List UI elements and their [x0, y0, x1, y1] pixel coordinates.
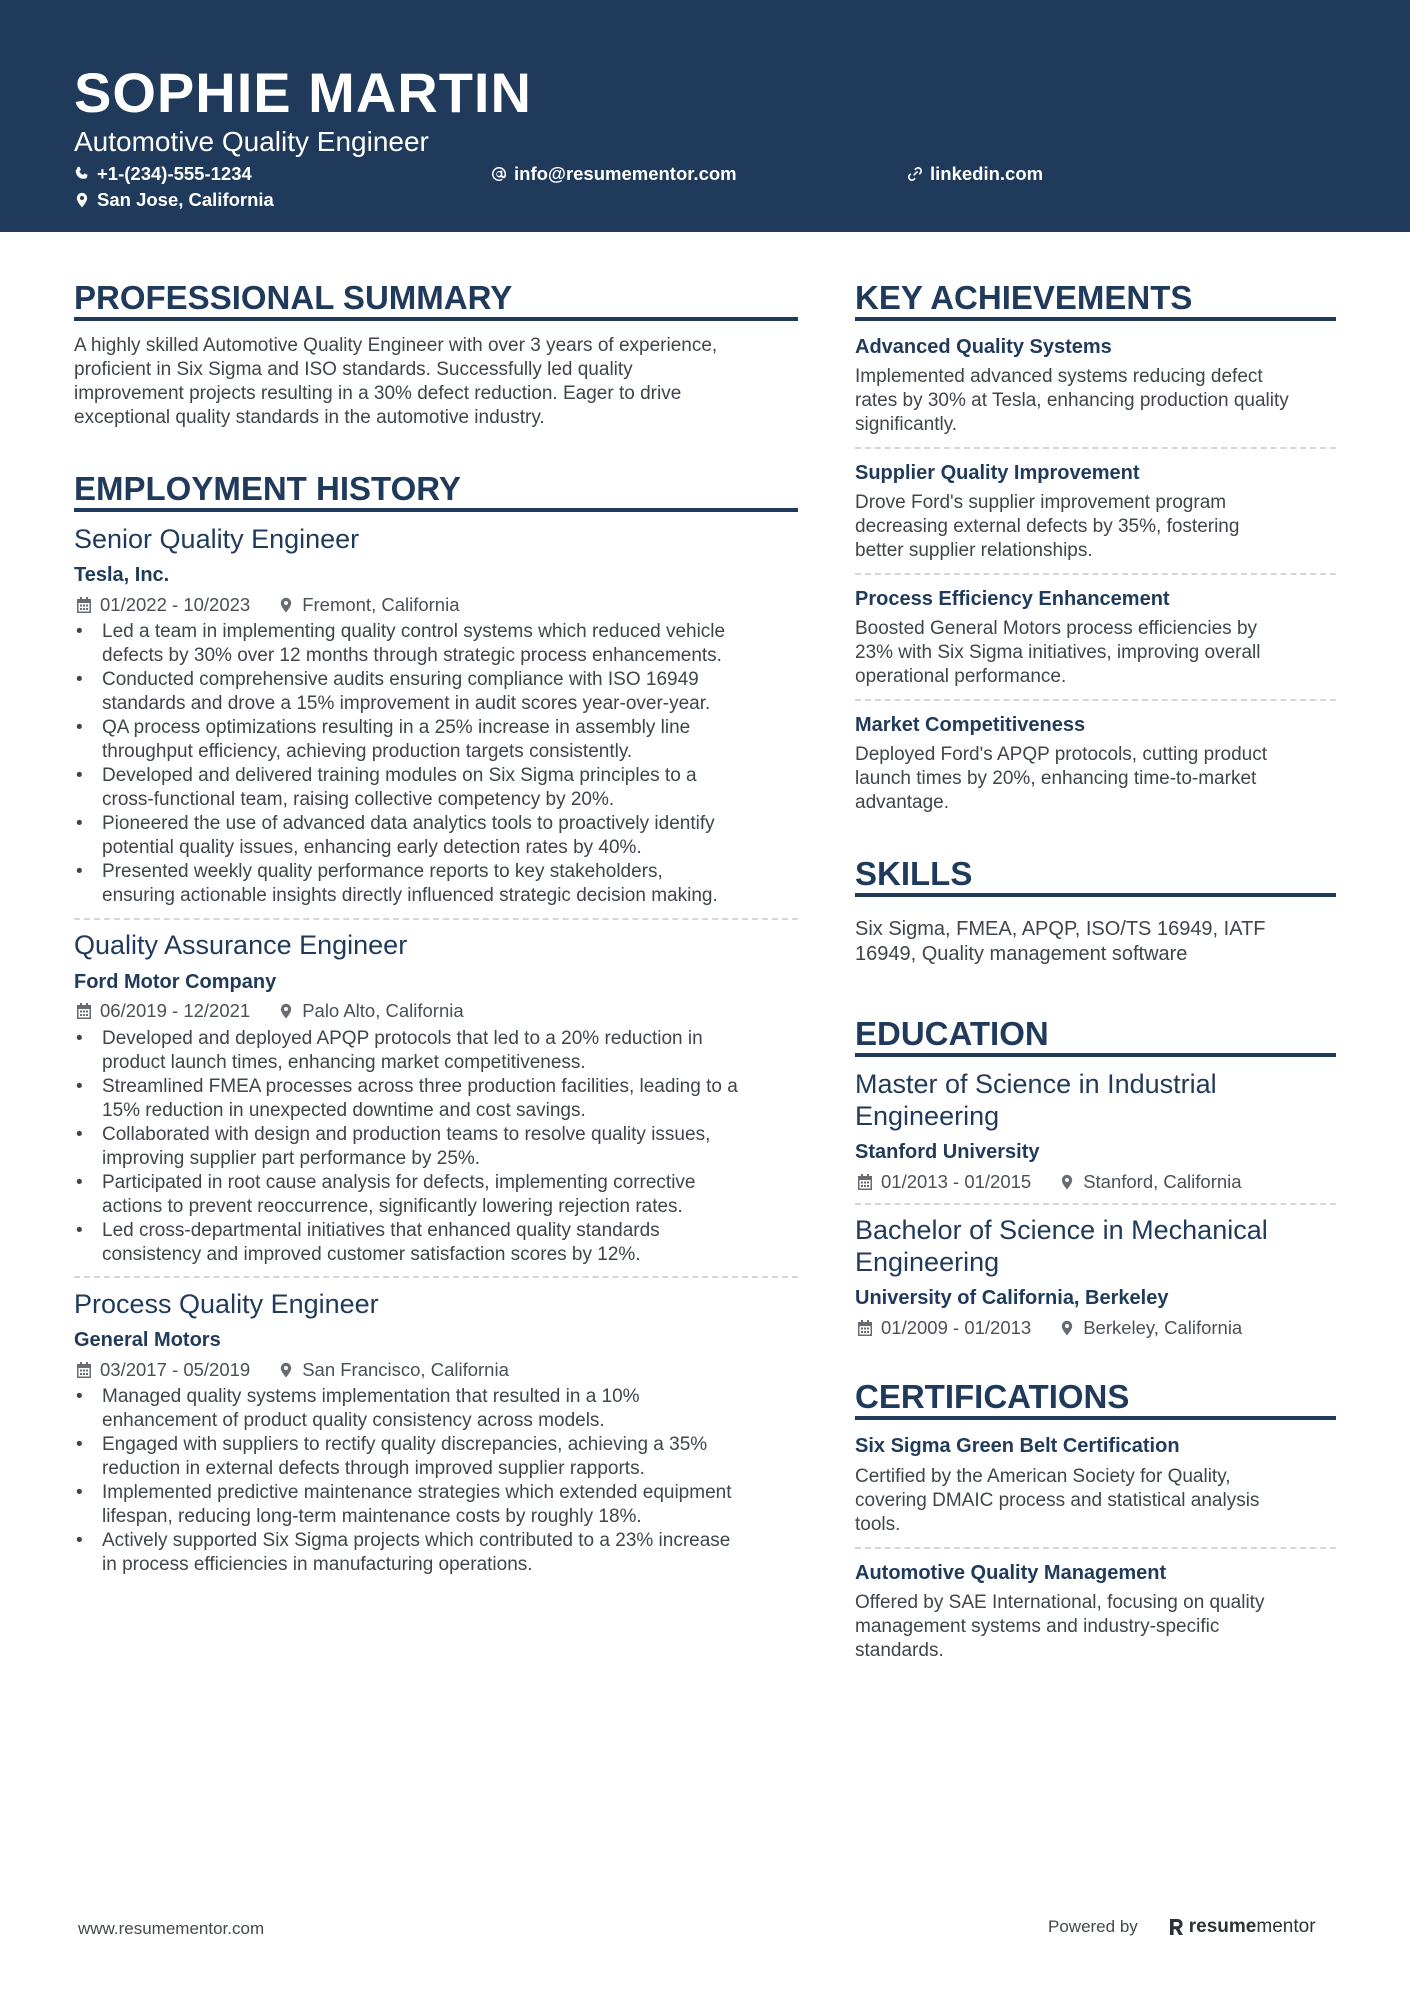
skills-heading: SKILLS: [855, 855, 973, 892]
bullet-item: • Engaged with suppliers to rectify quality discrepancies, achieving a 35% reduction in external defects through improved supplier rapports.: [74, 1433, 814, 1481]
bullet-item: • Managed quality systems implementation that resulted in a 10% enhancement of product quality consistency across models.: [74, 1385, 814, 1433]
achievement-divider: [855, 573, 1336, 575]
candidate-title: Automotive Quality Engineer: [74, 126, 429, 157]
education-location: Stanford, California: [1083, 1171, 1242, 1192]
certification-text: Offered by SAE International, focusing on quality management systems and industry-specific standards.: [855, 1592, 1265, 1661]
achievement-title: Market Competitiveness: [855, 714, 1086, 736]
location-contact: [74, 188, 274, 212]
calendar-icon: [76, 597, 92, 613]
location-pin-icon: [1059, 1320, 1075, 1336]
bullet-item: • Collaborated with design and production teams to resolve quality issues, improving supplier part performance by 25%.: [74, 1123, 814, 1171]
linkedin-contact[interactable]: [907, 162, 1043, 186]
header-banner: [0, 0, 1410, 232]
achievement-divider: [855, 447, 1336, 449]
certification-divider: [855, 1547, 1336, 1549]
achievement-text: Implemented advanced systems reducing defect rates by 30% at Tesla, enhancing production quality significantly.: [855, 366, 1289, 435]
certification-title: Six Sigma Green Belt Certification: [855, 1435, 1180, 1457]
bullet-item: • Developed and deployed APQP protocols that led to a 20% reduction in product launch times, enhancing market competitiveness.: [74, 1027, 814, 1075]
resumementor-logo-icon: [1168, 1918, 1184, 1936]
job-meta: [76, 999, 464, 1023]
achievement-text: Drove Ford's supplier improvement program decreasing external defects by 35%, fostering better supplier relationships.: [855, 492, 1240, 561]
location-pin-icon: [1059, 1174, 1075, 1190]
school-name: University of California, Berkeley: [855, 1287, 1169, 1309]
skills-text: Six Sigma, FMEA, APQP, ISO/TS 16949, IATF 16949, Quality management software: [855, 918, 1266, 965]
job-dates: 01/2022 - 10/2023: [100, 594, 251, 615]
company-name: General Motors: [74, 1329, 221, 1351]
achievement-title: Supplier Quality Improvement: [855, 462, 1140, 484]
summary-text: [74, 334, 814, 430]
company-name: Tesla, Inc.: [74, 564, 170, 586]
footer-website[interactable]: www.resumementor.com: [78, 1919, 265, 1938]
job-divider: [74, 918, 798, 920]
job-meta: [76, 1358, 509, 1382]
achievement-text: Boosted General Motors process efficiencies by 23% with Six Sigma initiatives, improving overall operational performance.: [855, 618, 1261, 687]
bullet-item: • Developed and delivered training modules on Six Sigma principles to a cross-functional team, raising collective competency by 20%.: [74, 764, 814, 812]
achievement-divider: [855, 699, 1336, 701]
location-pin-icon: [278, 1362, 294, 1378]
summary-heading: PROFESSIONAL SUMMARY: [74, 279, 513, 316]
job-title: Quality Assurance Engineer: [74, 930, 408, 960]
location-pin-icon: [74, 192, 90, 208]
calendar-icon: [76, 1362, 92, 1378]
degree-title: Master of Science in Industrial Engineering: [855, 1069, 1217, 1131]
location-pin-icon: [278, 597, 294, 613]
summary-rule: [74, 317, 798, 321]
employment-heading: EMPLOYMENT HISTORY: [74, 470, 461, 507]
education-dates: 01/2009 - 01/2013: [881, 1317, 1032, 1338]
phone-text: +1-(234)-555-1234: [97, 163, 252, 184]
summary-line: improvement projects resulting in a 30% defect reduction. Eager to drive: [74, 383, 682, 404]
education-divider: [855, 1203, 1336, 1205]
brand-light-text: mentor: [1256, 1916, 1316, 1937]
achievements-heading: KEY ACHIEVEMENTS: [855, 279, 1193, 316]
bullet-item: • Implemented predictive maintenance strategies which extended equipment lifespan, reducing long-term maintenance costs by roughly 18%.: [74, 1481, 814, 1529]
summary-line: exceptional quality standards in the automotive industry.: [74, 407, 545, 428]
job-bullets: [74, 620, 814, 908]
location-text: San Jose, California: [97, 189, 274, 210]
brand-logo[interactable]: [1168, 1916, 1316, 1938]
achievement-title: Advanced Quality Systems: [855, 336, 1112, 358]
achievement-text: Deployed Ford's APQP protocols, cutting product launch times by 20%, enhancing time-to-market advantage.: [855, 744, 1267, 813]
skills-rule: [855, 893, 1336, 897]
footer-powered-by: [1048, 1916, 1316, 1938]
bullet-item: • QA process optimizations resulting in a 25% increase in assembly line throughput efficiency, achieving production targets consistently.: [74, 716, 814, 764]
job-title: Senior Quality Engineer: [74, 524, 360, 554]
education-meta: [857, 1170, 1242, 1194]
link-icon: [907, 166, 923, 182]
phone-icon: [74, 166, 90, 182]
bullet-item: • Pioneered the use of advanced data analytics tools to proactively identify potential quality issues, enhancing early detection rates by 40%.: [74, 812, 814, 860]
job-meta: [76, 593, 460, 617]
education-dates: 01/2013 - 01/2015: [881, 1171, 1032, 1192]
location-pin-icon: [278, 1003, 294, 1019]
degree-title: Bachelor of Science in Mechanical Engineering: [855, 1215, 1268, 1277]
bullet-item: • Conducted comprehensive audits ensuring compliance with ISO 16949 standards and drove a 15% improvement in audit scores year-over-year.: [74, 668, 814, 716]
summary-line: A highly skilled Automotive Quality Engineer with over 3 years of experience,: [74, 335, 718, 356]
job-bullets: [74, 1385, 814, 1577]
powered-by-label: Powered by: [1048, 1917, 1138, 1936]
job-title: Process Quality Engineer: [74, 1289, 379, 1319]
job-dates: 06/2019 - 12/2021: [100, 1000, 251, 1021]
email-contact[interactable]: [491, 162, 737, 186]
school-name: Stanford University: [855, 1141, 1040, 1163]
job-bullets: [74, 1027, 814, 1267]
calendar-icon: [857, 1320, 873, 1336]
bullet-item: • Led a team in implementing quality control systems which reduced vehicle defects by 30% over 12 months through strategic process enhancements.: [74, 620, 814, 668]
calendar-icon: [76, 1003, 92, 1019]
bullet-item: • Led cross-departmental initiatives that enhanced quality standards consistency and improved customer satisfaction scores by 12%.: [74, 1219, 814, 1267]
linkedin-text: linkedin.com: [930, 163, 1044, 184]
job-location: Fremont, California: [302, 594, 460, 615]
at-sign-icon: [491, 166, 507, 182]
brand-bold-text: resume: [1188, 1916, 1257, 1937]
company-name: Ford Motor Company: [74, 971, 277, 993]
education-meta: [857, 1316, 1242, 1340]
calendar-icon: [857, 1174, 873, 1190]
email-text: info@resumementor.com: [514, 163, 737, 184]
education-rule: [855, 1053, 1336, 1057]
bullet-item: • Presented weekly quality performance reports to key stakeholders, ensuring actionable insights directly influenced strategic decision making.: [74, 860, 814, 908]
summary-line: proficient in Six Sigma and ISO standards. Successfully led quality: [74, 359, 633, 380]
certifications-heading: CERTIFICATIONS: [855, 1378, 1130, 1415]
certifications-rule: [855, 1416, 1336, 1420]
phone-contact[interactable]: [74, 162, 252, 186]
job-divider: [74, 1276, 798, 1278]
bullet-item: • Actively supported Six Sigma projects which contributed to a 23% increase in process efficiencies in manufacturing operations.: [74, 1529, 814, 1577]
job-location: San Francisco, California: [302, 1359, 509, 1380]
bullet-item: • Streamlined FMEA processes across three production facilities, leading to a 15% reduction in unexpected downtime and cost savings.: [74, 1075, 814, 1123]
certification-title: Automotive Quality Management: [855, 1562, 1167, 1584]
job-location: Palo Alto, California: [302, 1000, 464, 1021]
achievements-rule: [855, 317, 1336, 321]
bullet-item: • Participated in root cause analysis for defects, implementing corrective actions to prevent reoccurrence, significantly lowering rejection rates.: [74, 1171, 814, 1219]
job-dates: 03/2017 - 05/2019: [100, 1359, 251, 1380]
achievement-title: Process Efficiency Enhancement: [855, 588, 1170, 610]
employment-rule: [74, 508, 798, 512]
education-location: Berkeley, California: [1083, 1317, 1243, 1338]
candidate-name: SOPHIE MARTIN: [74, 61, 532, 124]
certification-text: Certified by the American Society for Quality, covering DMAIC process and statistical analysis tools.: [855, 1466, 1260, 1535]
education-heading: EDUCATION: [855, 1015, 1049, 1052]
